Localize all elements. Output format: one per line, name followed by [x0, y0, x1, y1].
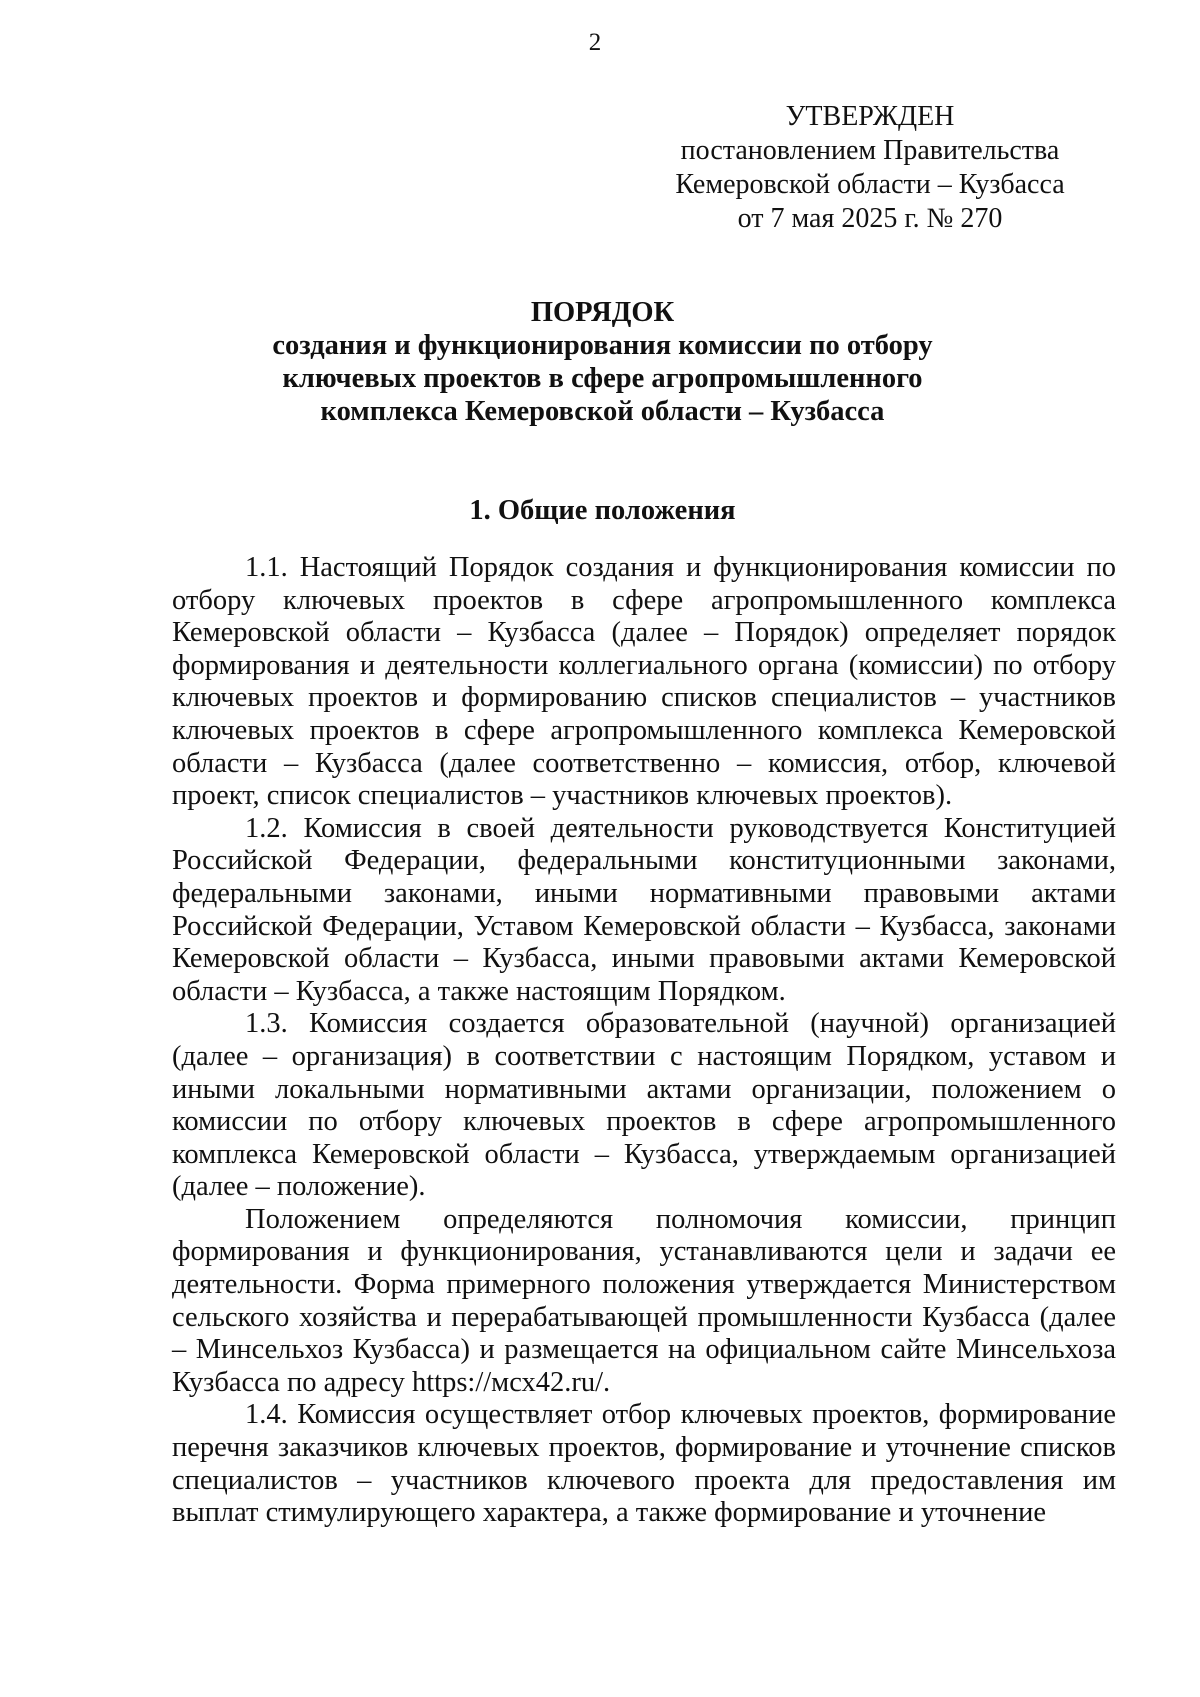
approval-date-number: от 7 мая 2025 г. № 270: [737, 203, 1003, 234]
document-title: [160, 296, 1045, 428]
document-title-main: ПОРЯДОК: [530, 297, 675, 328]
approval-region: Кемеровской области – Кузбасса: [675, 169, 1065, 200]
paragraph-1-4: 1.4. Комиссия осуществляет отбор ключевых проектов, формирование перечня заказчиков ключевых проектов, формирование и уточнение списков специалистов – участников ключевого проекта для предоставления им выплат стимулирующего характера, а также формирование и уточнение: [172, 1399, 1116, 1529]
page-number: 2: [588, 29, 602, 56]
approval-authority: постановлением Правительства: [680, 135, 1060, 166]
document-subtitle-line: комплекса Кемеровской области – Кузбасса: [320, 396, 885, 427]
document-subtitle-line: создания и функционирования комиссии по отбору: [272, 330, 933, 361]
document-body: [172, 552, 1116, 1530]
document-subtitle-line: ключевых проектов в сфере агропромышленного: [282, 363, 923, 394]
paragraph-regulation: Положением определяются полномочия комиссии, принцип формирования и функционирования, устанавливаются цели и задачи ее деятельности. Форма примерного положения утверждается Министерством сельского хозяйства и перерабатывающей промышленности Кузбасса (далее – Минсельхоз Кузбасса) и размещается на официальном сайте Минсельхоза Кузбасса по адресу https://мсх42.ru/.: [172, 1203, 1116, 1398]
paragraph-1-1: 1.1. Настоящий Порядок создания и функционирования комиссии по отбору ключевых проектов в сфере агропромышленного комплекса Кемеровской области – Кузбасса (далее – Порядок) определяет порядок формирования и деятельности коллегиального органа (комиссии) по отбору ключевых проектов и формированию списков специалистов – участников ключевых проектов в сфере агропромышленного комплекса Кемеровской области – Кузбасса (далее соответственно – комиссия, отбор, ключевой проект, список специалистов – участников ключевых проектов).: [172, 552, 1116, 812]
section-heading: 1. Общие положения: [469, 495, 736, 526]
approval-status: УТВЕРЖДЕН: [785, 101, 955, 132]
approval-stamp-block: [640, 100, 1100, 236]
paragraph-1-2: 1.2. Комиссия в своей деятельности руководствуется Конституцией Российской Федерации, федеральными конституционными законами, федеральными законами, иными нормативными правовыми актами Российской Федерации, Уставом Кемеровской области – Кузбасса, законами Кемеровской области – Кузбасса, иными правовыми актами Кемеровской области – Кузбасса, а также настоящим Порядком.: [172, 812, 1116, 1007]
paragraph-1-3: 1.3. Комиссия создается образовательной (научной) организацией (далее – организация) в соответствии с настоящим Порядком, уставом и иными локальными нормативными актами организации, положением о комиссии по отбору ключевых проектов в сфере агропромышленного комплекса Кемеровской области – Кузбасса, утверждаемым организацией (далее – положение).: [172, 1008, 1116, 1203]
